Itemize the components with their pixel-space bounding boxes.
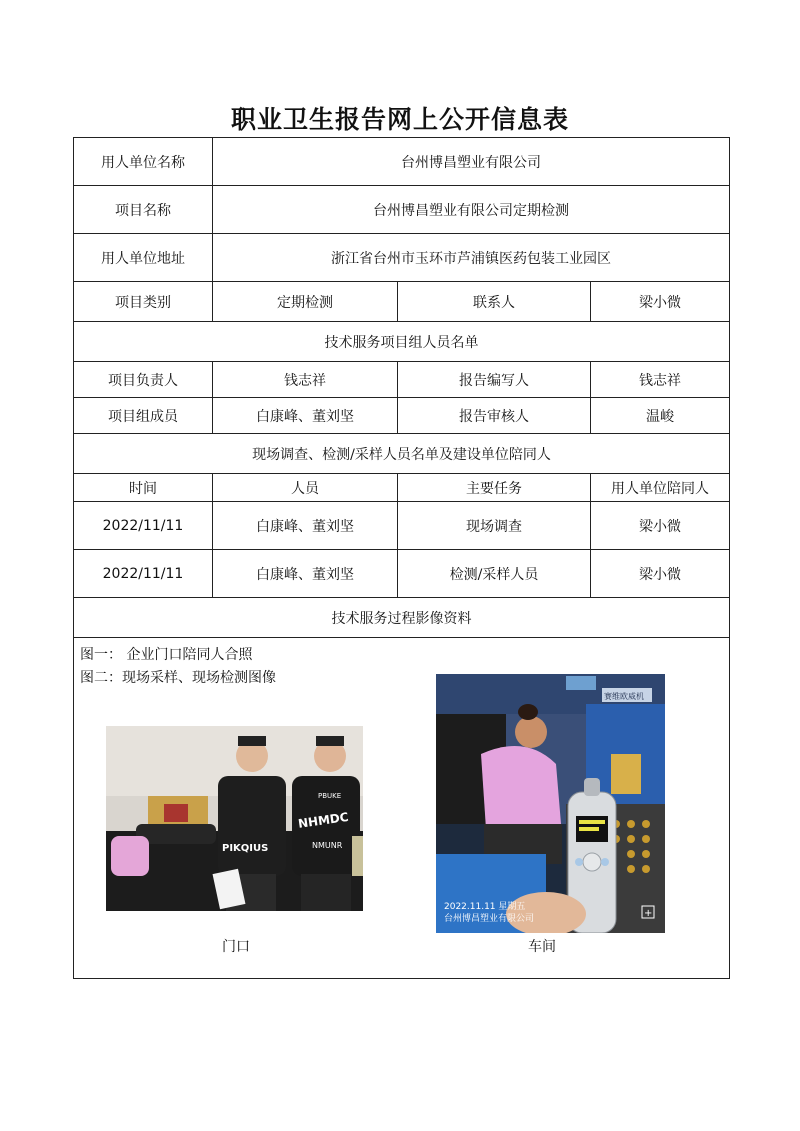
- images-section-title: 技术服务过程影像资料: [74, 598, 730, 638]
- survey-header-people: 人员: [213, 474, 398, 502]
- project-type-value: 定期检测: [213, 282, 398, 322]
- project-type-label: 项目类别: [74, 282, 213, 322]
- images-cell: [74, 638, 730, 979]
- employer-address-label: 用人单位地址: [74, 234, 213, 282]
- contact-value: 梁小微: [591, 282, 730, 322]
- survey-section-title: 现场调查、检测/采样人员名单及建设单位陪同人: [74, 434, 730, 474]
- workshop-photo-image: [436, 674, 665, 933]
- survey-row-2-escort: 梁小微: [591, 550, 730, 598]
- svg-text:+: +: [644, 908, 653, 919]
- survey-header-task: 主要任务: [398, 474, 591, 502]
- project-name-value: 台州博昌塑业有限公司定期检测: [213, 186, 730, 234]
- writer-value: 钱志祥: [591, 362, 730, 398]
- info-table: [73, 137, 730, 979]
- shirt-text-3: NMUNR: [312, 841, 343, 850]
- employer-address-value: 浙江省台州市玉环市芦浦镇医药包装工业园区: [213, 234, 730, 282]
- employer-name-value: 台州博昌塑业有限公司: [213, 138, 730, 186]
- leader-value: 钱志祥: [213, 362, 398, 398]
- survey-header-time: 时间: [74, 474, 213, 502]
- survey-row-2-time: 2022/11/11: [74, 550, 213, 598]
- survey-row-2-task: 检测/采样人员: [398, 550, 591, 598]
- figure-1-caption: 图一： 企业门口陪同人合照: [80, 647, 253, 663]
- survey-header-escort: 用人单位陪同人: [591, 474, 730, 502]
- photo-timestamp: 2022.11.11 星期五: [444, 902, 526, 912]
- writer-label: 报告编写人: [398, 362, 591, 398]
- survey-row-1-time: 2022/11/11: [74, 502, 213, 550]
- pink-bag: [111, 836, 149, 876]
- entrance-photo: [106, 726, 363, 911]
- figure-2-caption: 图二：现场采样、现场检测图像: [80, 670, 276, 686]
- reviewer-value: 温峻: [591, 398, 730, 434]
- team-section-title: 技术服务项目组人员名单: [74, 322, 730, 362]
- leader-label: 项目负责人: [74, 362, 213, 398]
- shirt-text-2: PBUKE: [318, 792, 342, 800]
- survey-row-1-task: 现场调查: [398, 502, 591, 550]
- workshop-photo: [436, 674, 665, 933]
- shirt-text-1: PIKQIUS: [222, 843, 269, 854]
- page-title: 职业卫生报告网上公开信息表: [230, 105, 569, 134]
- members-label: 项目组成员: [74, 398, 213, 434]
- workshop-caption: 车间: [528, 939, 556, 955]
- survey-row-1-escort: 梁小微: [591, 502, 730, 550]
- project-name-label: 项目名称: [74, 186, 213, 234]
- survey-row-1-people: 白康峰、董刘坚: [213, 502, 398, 550]
- entrance-caption: 门口: [222, 939, 250, 955]
- svg-text:NHMDC: NHMDC: [297, 809, 350, 831]
- machine-sign: 赛维欧威机: [604, 692, 644, 701]
- photo-watermark: 台州博昌塑业有限公司: [444, 914, 535, 924]
- survey-row-2-people: 白康峰、董刘坚: [213, 550, 398, 598]
- reviewer-label: 报告审核人: [398, 398, 591, 434]
- entrance-photo-image: [106, 726, 363, 911]
- worker-pink-shirt: [481, 746, 561, 829]
- members-value: 白康峰、董刘坚: [213, 398, 398, 434]
- employer-name-label: 用人单位名称: [74, 138, 213, 186]
- contact-label: 联系人: [398, 282, 591, 322]
